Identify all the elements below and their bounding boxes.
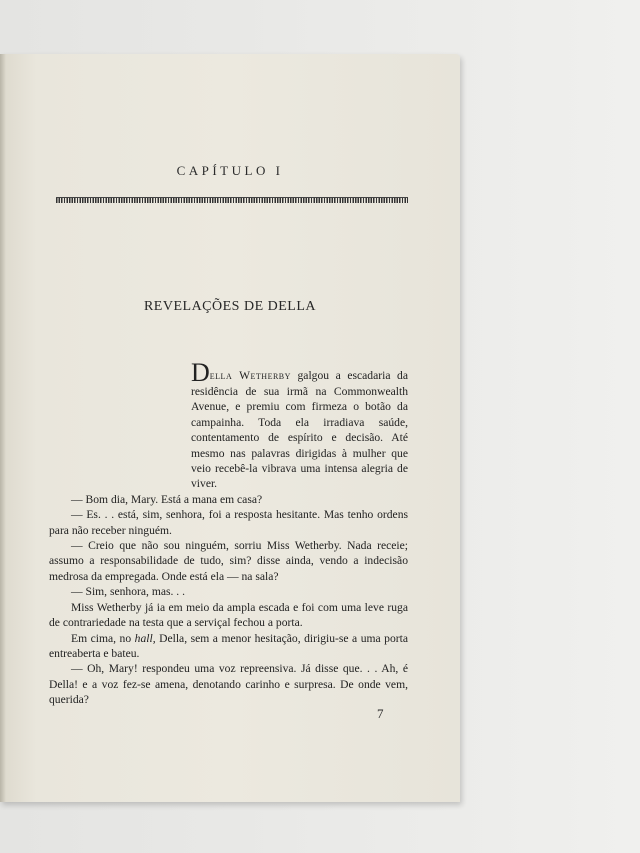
paragraph-2: — Es. . . está, sim, senhora, foi a resposta hesitante. Mas tenho ordens para não receber ninguém. bbox=[49, 508, 408, 537]
paragraph-6 bbox=[49, 631, 408, 662]
opening-text: galgou a escadaria da residência de sua irmã na Commonwealth Avenue, e premiu com firmeza o botão da campainha. Toda ela irradiava saúde, contentamento de espírito e decisão. Até mesmo nas palavras dirigidas à mulher que veio recebê-la vibrava uma intensa alegria de viver. bbox=[191, 369, 408, 491]
opening-paragraph bbox=[49, 358, 408, 492]
page-number: 7 bbox=[377, 706, 384, 721]
body-text bbox=[49, 358, 408, 708]
drop-cap: D bbox=[191, 358, 210, 387]
paragraph-4: — Sim, senhora, mas. . . bbox=[71, 585, 185, 599]
decorative-rule bbox=[56, 197, 408, 203]
chapter-title: REVELAÇÕES DE DELLA bbox=[143, 299, 317, 314]
hall-italic: hall, bbox=[134, 631, 156, 645]
opening-smallcaps: ella Wetherby bbox=[209, 369, 291, 382]
hall-before: Em cima, no bbox=[71, 631, 135, 645]
paragraph-1: — Bom dia, Mary. Está a mana em casa? bbox=[71, 492, 263, 506]
paragraph-3: — Creio que não sou ninguém, sorriu Miss Wetherby. Nada receie; assumo a responsabilidade de tudo, sim? disse ainda, vendo a indecisão medrosa da empregada. Onde está ela — na sala? bbox=[49, 539, 408, 583]
hall-after: Della, sem a menor hesitação, dirigiu-se a uma porta entreaberta e bateu. bbox=[49, 631, 408, 660]
chapter-heading: CAPÍTULO I bbox=[176, 163, 284, 178]
paragraph-5: Miss Wetherby já ia em meio da ampla escada e foi com uma leve ruga de contrariedade na testa que a serviçal fechou a porta. bbox=[49, 600, 408, 630]
paragraph-7: — Oh, Mary! respondeu uma voz repreensiva. Já disse que. . . Ah, é Della! e a voz fez-se amena, denotando carinho e surpresa. De onde vem, querida? bbox=[49, 662, 408, 707]
